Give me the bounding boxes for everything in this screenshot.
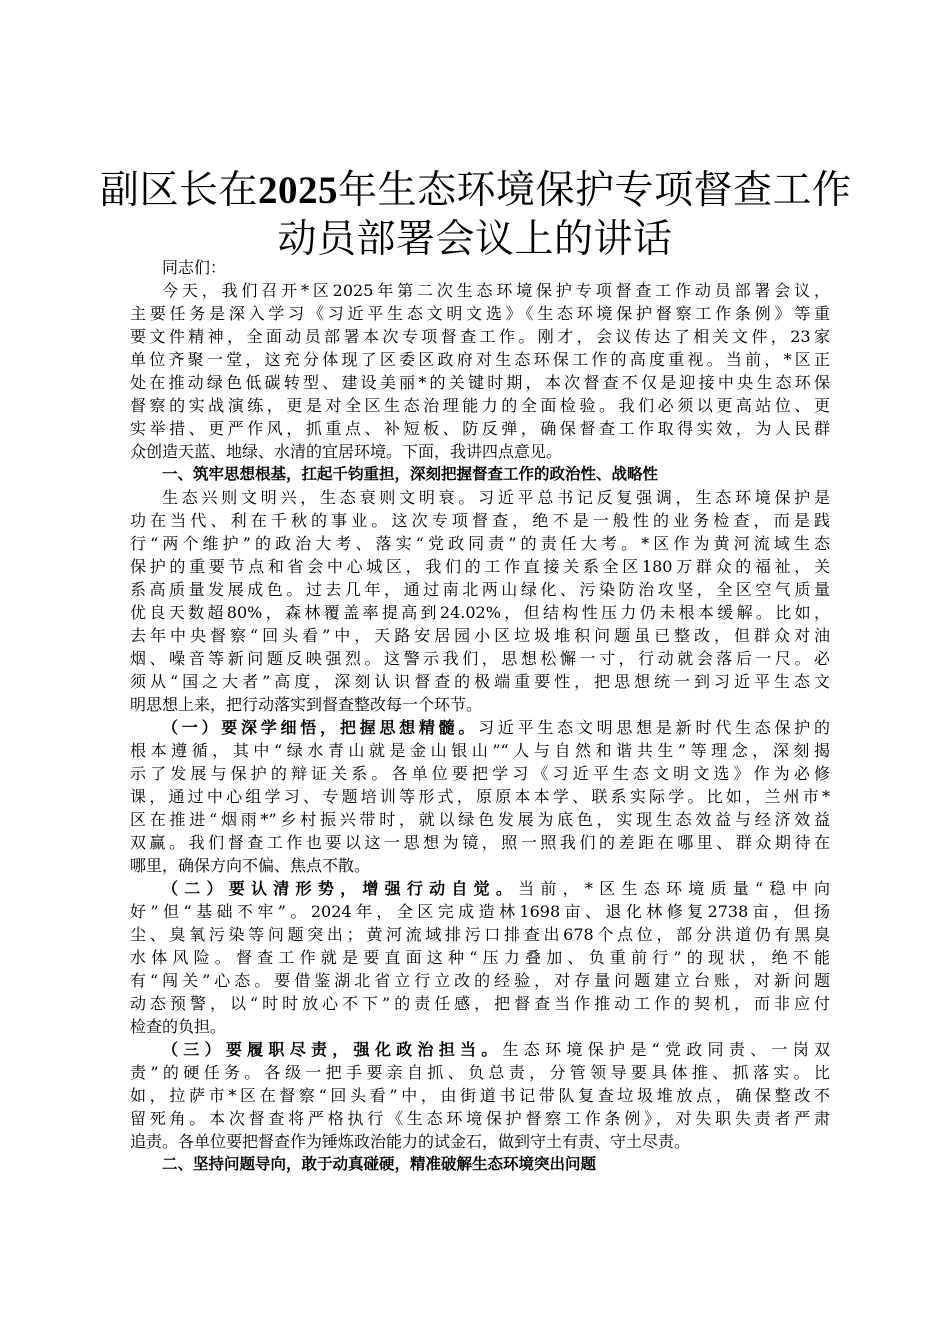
paragraph-line: 区在推进“烟雨*”乡村振兴带时，就以绿色发展为底色，实现生态效益与经济效益 <box>130 810 830 829</box>
subsection-2-heading: 要认清形势，增强行动自觉。 <box>228 879 519 898</box>
subsection-3-line <box>130 1038 830 1061</box>
paragraph-line: 水体风险。督查工作就是要直面这种“压力叠加、负重前行”的现状，绝不能 <box>130 948 830 967</box>
paragraph-line: 检查的负担。 <box>130 1017 227 1036</box>
paragraph-line: 保护的重要节点和省会中心城区，我们的工作直接关系全区180万群众的福祉，关 <box>130 557 830 576</box>
subsection-1-heading: 要深学细悟，把握思想精髓。 <box>221 718 479 737</box>
paragraph-line: 责”的硬任务。各级一把手要亲自抓、负总责，分管领导要具体推、抓落实。比 <box>130 1063 830 1082</box>
paragraph-line: 双赢。我们督查工作也要以这一思想为镜，照一照我们的差距在哪里、群众期待在 <box>130 833 830 852</box>
subsection-2-line <box>130 877 830 900</box>
paragraph-line: 尘、臭氧污染等问题突出；黄河流域排污口排查出678个点位，部分洪道仍有黑臭 <box>130 925 830 944</box>
title-part-b: 年生态环境保护专项督查工作 <box>338 168 852 213</box>
paragraph-line: 好”但“基础不牢”。2024年，全区完成造林1698亩、退化林修复2738亩，但扬 <box>130 902 830 921</box>
paragraph-line: 如，拉萨市*区在督察“回头看”中，由街道书记带队复查垃圾堆放点，确保整改不 <box>130 1086 830 1105</box>
paragraph-line: 追责。各单位要把督查作为锤炼政治能力的试金石，做到守土有责、守土尽责。 <box>130 1132 691 1151</box>
paragraph-line: 有“闯关”心态。要借鉴湖北省立行立改的经验，对存量问题建立台账，对新问题 <box>130 971 830 990</box>
paragraph-line: 单位齐聚一堂，这充分体现了区委区政府对生态环保工作的高度重视。当前，*区正 <box>130 350 830 369</box>
paragraph-line: 动态预警，以“时时放心不下”的责任感，把督查当作推动工作的契机，而非应付 <box>130 994 830 1013</box>
paragraph-line: 明思想上来，把行动落实到督查整改每一个环节。 <box>130 695 483 714</box>
paragraph-line: 去年中央督察“回头看”中，天路安居园小区垃圾堆积问题虽已整改，但群众对油 <box>130 626 830 645</box>
paragraph-line: 众创造天蓝、地绿、水清的宜居环境。下面，我讲四点意见。 <box>130 442 563 461</box>
subsection-2-number: （二） <box>162 879 229 898</box>
document-title-line-2: 动员部署会议上的讲话 <box>277 217 673 262</box>
subsection-2-text: 当前，*区生态环境质量“稳中向 <box>518 879 830 898</box>
section-heading-2: 二、坚持问题导向，敢于动真碰硬，精准破解生态环境突出问题 <box>162 1155 597 1173</box>
paragraph-line: 要文件精神，全面动员部署本次专项督查工作。刚才，会议传达了相关文件，23家 <box>130 327 830 346</box>
paragraph-line: 督察的实战演练，更是对全区生态治理能力的全面检验。我们必须以更高站位、更 <box>130 396 830 415</box>
paragraph-line: 系高质量发展成色。过去几年，通过南北两山绿化、污染防治攻坚，全区空气质量 <box>130 580 830 599</box>
section-heading-1: 一、筑牢思想根基，扛起千钧重担，深刻把握督查工作的政治性、战略性 <box>162 465 659 483</box>
document-title-line-1 <box>100 165 850 217</box>
subsection-1-text: 习近平生态文明思想是新时代生态保护的 <box>478 718 830 737</box>
paragraph-line: 处在推动绿色低碳转型、建设美丽*的关键时期，本次督查不仅是迎接中央生态环保 <box>130 373 830 392</box>
title-year: 2025 <box>258 169 339 212</box>
paragraph-line: 主要任务是深入学习《习近平生态文明文选》《生态环境保护督察工作条例》等重 <box>130 304 830 323</box>
paragraph-line: 课，通过中心组学习、专题培训等形式，原原本本学、联系实际学。比如，兰州市* <box>130 787 830 806</box>
paragraph-line: 示了发展与保护的辩证关系。各单位要把学习《习近平生态文明文选》作为必修 <box>130 764 830 783</box>
subsection-1-number: （一） <box>162 718 222 737</box>
paragraph-line: 今天，我们召开*区2025年第二次生态环境保护专项督查工作动员部署会议， <box>162 281 830 300</box>
paragraph-line: 烟、噪音等新问题反映强烈。这警示我们，思想松懈一寸，行动就会落后一尺。必 <box>130 649 830 668</box>
paragraph-line: 哪里，确保方向不偏、焦点不散。 <box>130 856 371 875</box>
salutation: 同志们： <box>162 258 227 277</box>
subsection-3-heading: 要履职尽责，强化政治担当。 <box>225 1040 503 1059</box>
document-body <box>130 256 830 1176</box>
title-part-a: 副区长在 <box>100 168 259 213</box>
paragraph-line: 留死角。本次督查将严格执行《生态环境保护督察工作条例》，对失职失责者严肃 <box>130 1109 830 1128</box>
paragraph-line: 生态兴则文明兴，生态衰则文明衰。习近平总书记反复强调，生态环境保护是 <box>162 488 830 507</box>
subsection-1-line <box>130 716 830 739</box>
paragraph-line: 根本遵循，其中“绿水青山就是金山银山”“人与自然和谐共生”等理念，深刻揭 <box>130 741 830 760</box>
paragraph-line: 功在当代、利在千秋的事业。这次专项督查，绝不是一般性的业务检查，而是践 <box>130 511 830 530</box>
paragraph-line: 优良天数超80%，森林覆盖率提高到24.02%，但结构性压力仍未根本缓解。比如， <box>130 603 830 622</box>
paragraph-line: 须从“国之大者”高度，深刻认识督查的极端重要性，把思想统一到习近平生态文 <box>130 672 830 691</box>
paragraph-line: 实举措、更严作风，抓重点、补短板、防反弹，确保督查工作取得实效，为人民群 <box>130 419 830 438</box>
subsection-3-number: （三） <box>162 1040 226 1059</box>
paragraph-line: 行“两个维护”的政治大考、落实“党政同责”的责任大考。*区作为黄河流域生态 <box>130 534 830 553</box>
subsection-3-text: 生态环境保护是“党政同责、一岗双 <box>502 1040 830 1059</box>
